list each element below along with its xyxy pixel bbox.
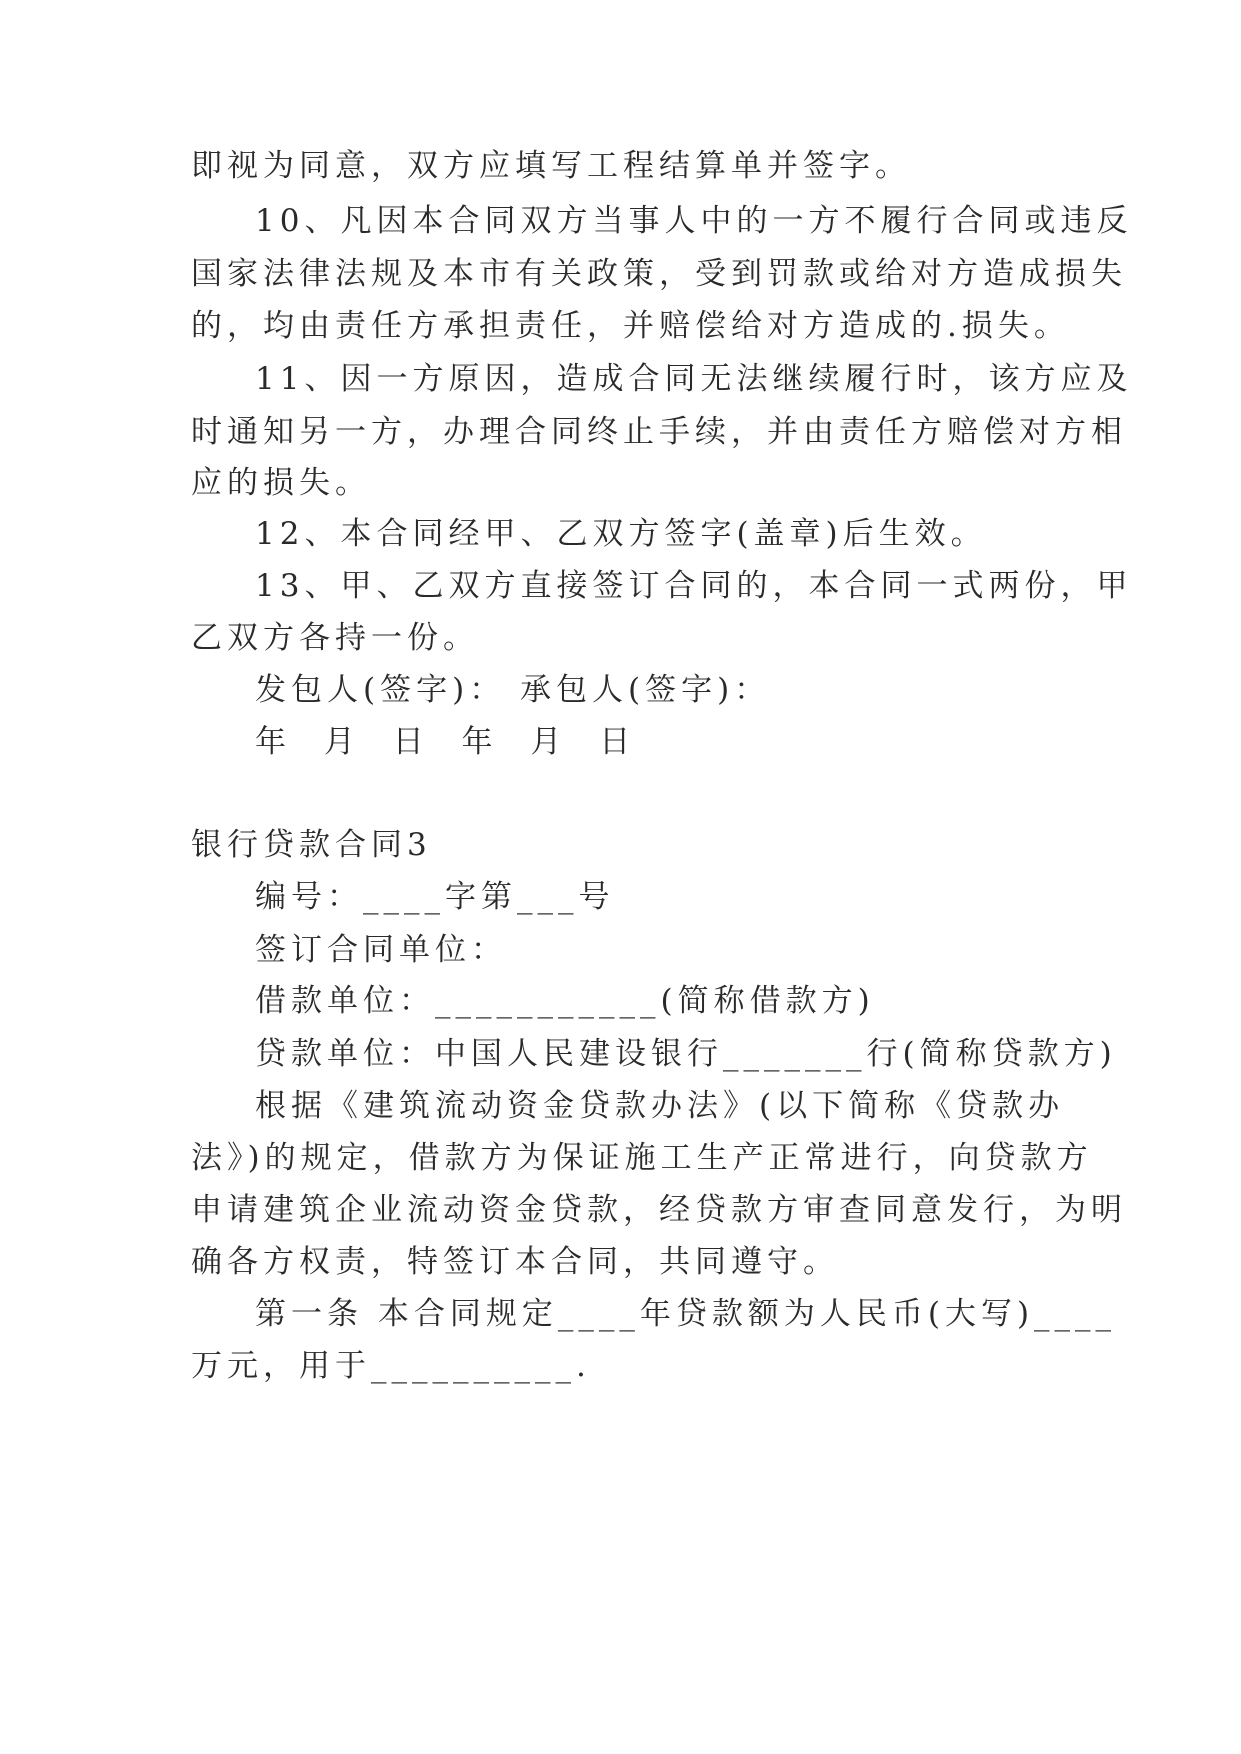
contract-number-line: 编号：____字第___号 xyxy=(255,879,615,915)
article-1-line-1: 第一条 本合同规定____年贷款额为人民币(大写)____ xyxy=(255,1296,1117,1332)
signature-line: 发包人(签字)： 承包人(签字)： xyxy=(255,672,771,708)
clause-12-line: 12、本合同经甲、乙双方签字(盖章)后生效。 xyxy=(255,516,987,552)
clause-11-line-3: 应的损失。 xyxy=(191,465,371,501)
article-1-line-2: 万元，用于__________. xyxy=(191,1348,591,1384)
text-line: 即视为同意，双方应填写工程结算单并签字。 xyxy=(191,148,911,184)
preamble-line-4: 确各方权责，特签订本合同，共同遵守。 xyxy=(191,1244,839,1280)
clause-13-line-1: 13、甲、乙双方直接签订合同的，本合同一式两份，甲 xyxy=(255,568,1133,604)
contracting-parties-line: 签订合同单位： xyxy=(255,932,507,968)
lender-line: 贷款单位：中国人民建设银行_______行(简称贷款方) xyxy=(255,1036,1117,1072)
preamble-line-1: 根据《建筑流动资金贷款办法》(以下简称《贷款办 xyxy=(255,1088,1065,1124)
clause-11-line-1: 11、因一方原因，造成合同无法继续履行时，该方应及 xyxy=(255,361,1133,397)
clause-10-line-1: 10、凡因本合同双方当事人中的一方不履行合同或违反 xyxy=(255,203,1133,239)
clause-10-line-3: 的，均由责任方承担责任，并赔偿给对方造成的.损失。 xyxy=(191,308,1070,344)
preamble-line-3: 申请建筑企业流动资金贷款，经贷款方审查同意发行，为明 xyxy=(191,1192,1127,1228)
borrower-line: 借款单位：___________(简称借款方) xyxy=(255,983,875,1019)
clause-10-line-2: 国家法律法规及本市有关政策，受到罚款或给对方造成损失 xyxy=(191,256,1127,292)
preamble-line-2: 法》)的规定，借款方为保证施工生产正常进行，向贷款方 xyxy=(191,1140,1093,1176)
section-title: 银行贷款合同3 xyxy=(191,827,432,863)
date-line: 年 月 日 年 月 日 xyxy=(255,724,636,760)
clause-13-line-2: 乙双方各持一份。 xyxy=(191,620,479,656)
clause-11-line-2: 时通知另一方，办理合同终止手续，并由责任方赔偿对方相 xyxy=(191,414,1127,450)
